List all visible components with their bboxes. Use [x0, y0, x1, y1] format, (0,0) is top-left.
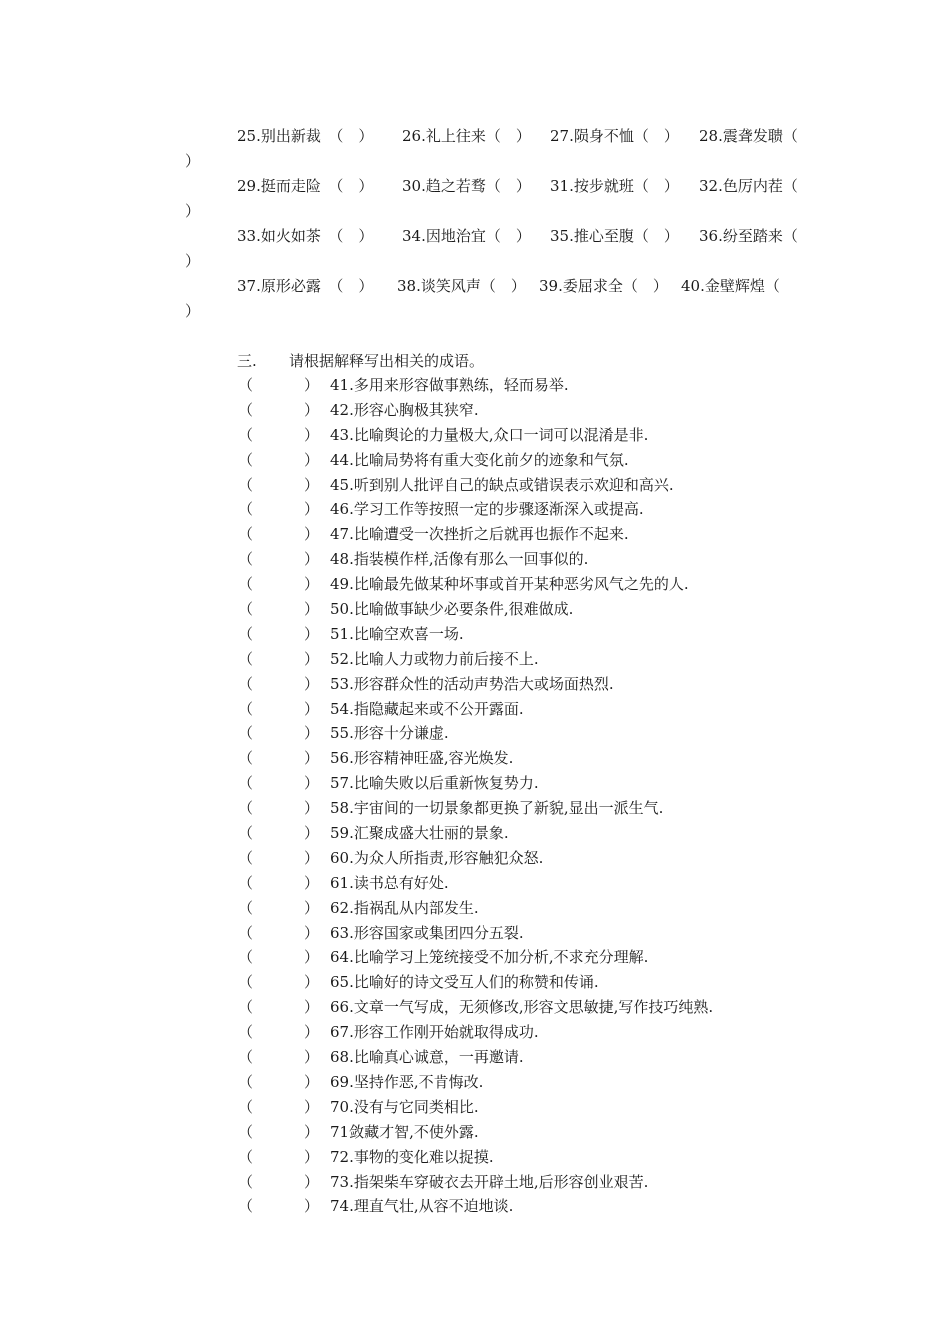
definition-text: 71敛藏才智,不使外露.	[330, 1122, 479, 1141]
definition-text: 45.听到别人批评自己的缺点或错误表示欢迎和高兴.	[330, 475, 674, 494]
definition-text: 50.比喻做事缺少必要条件,很难做成.	[330, 600, 574, 619]
answer-blank-close: ）	[304, 699, 320, 718]
definition-text: 56.形容精神旺盛,容光焕发.	[330, 749, 514, 768]
definition-row	[238, 1021, 878, 1046]
idiom-item: 35.推心至腹（ ）	[550, 227, 679, 245]
answer-blank-close: ）	[304, 1072, 320, 1091]
answer-blank-open: （	[238, 500, 254, 519]
answer-blank-open: （	[238, 376, 254, 394]
definition-row	[238, 474, 878, 499]
answer-blank-close: ）	[304, 824, 320, 843]
answer-blank-close: ）	[304, 799, 320, 818]
section-instruction: 请根据解释写出相关的成语。	[289, 352, 485, 370]
answer-blank-open: （	[238, 898, 254, 917]
definition-row	[238, 523, 878, 548]
answer-blank-open: （	[238, 948, 254, 967]
answer-blank-open: （	[238, 848, 254, 867]
answer-blank-close: ）	[304, 1197, 320, 1216]
definition-text: 52.比喻人力或物力前后接不上.	[330, 649, 539, 668]
answer-blank-open: （	[238, 1147, 254, 1166]
definition-text: 70.没有与它同类相比.	[330, 1097, 479, 1116]
definition-row	[238, 573, 878, 598]
definition-text: 42.形容心胸极其狭窄.	[330, 400, 479, 419]
definition-row	[238, 698, 878, 723]
answer-blank-close: ）	[304, 575, 320, 594]
definition-row	[238, 847, 878, 872]
idiom-item: 25.别出新裁 （ ）	[237, 127, 374, 145]
answer-blank-open: （	[238, 973, 254, 992]
answer-blank-close: ）	[304, 948, 320, 967]
definition-text: 53.形容群众性的活动声势浩大或场面热烈.	[330, 674, 614, 693]
wrapped-paren: ）	[185, 202, 201, 220]
answer-blank-open: （	[238, 649, 254, 668]
definition-text: 58.宇宙间的一切景象都更换了新貌,显出一派生气.	[330, 799, 664, 818]
definition-row	[238, 673, 878, 698]
idiom-item: 27.陨身不恤（ ）	[550, 127, 679, 145]
answer-blank-close: ）	[304, 649, 320, 668]
wrapped-paren: ）	[185, 302, 201, 320]
definition-row	[238, 1146, 878, 1171]
definition-row	[238, 424, 878, 449]
idiom-item: 31.按步就班（ ）	[550, 177, 679, 195]
definition-row	[238, 648, 878, 673]
answer-blank-close: ）	[304, 425, 320, 444]
definition-row	[238, 548, 878, 573]
answer-blank-close: ）	[304, 724, 320, 743]
definition-text: 43.比喻舆论的力量极大,众口一词可以混淆是非.	[330, 425, 649, 444]
definition-text: 60.为众人所指责,形容触犯众怒.	[330, 848, 544, 867]
answer-blank-close: ）	[304, 674, 320, 693]
answer-blank-close: ）	[304, 525, 320, 544]
definition-text: 73.指架柴车穿破衣去开辟土地,后形容创业艰苦.	[330, 1172, 649, 1191]
definition-text: 54.指隐藏起来或不公开露面.	[330, 699, 524, 718]
idiom-item: 38.谈笑风声（ ）	[397, 277, 526, 295]
answer-blank-open: （	[238, 774, 254, 793]
answer-blank-open: （	[238, 624, 254, 643]
answer-blank-close: ）	[304, 923, 320, 942]
idiom-item: 29.挺而走险 （ ）	[237, 177, 374, 195]
definition-row	[238, 1195, 878, 1220]
answer-blank-open: （	[238, 475, 254, 494]
definition-list	[238, 374, 878, 1220]
definition-text: 41.多用来形容做事熟练，轻而易举.	[330, 376, 569, 394]
answer-blank-open: （	[238, 1122, 254, 1141]
definition-row	[238, 1096, 878, 1121]
definition-row	[238, 747, 878, 772]
definition-text: 49.比喻最先做某种坏事或首开某种恶劣风气之先的人.	[330, 575, 689, 594]
answer-blank-open: （	[238, 425, 254, 444]
idiom-item: 39.委屈求全（ ）	[539, 277, 668, 295]
definition-row	[238, 946, 878, 971]
section-heading	[237, 350, 484, 372]
answer-blank-close: ）	[304, 500, 320, 519]
idiom-item: 36.纷至踏来（	[699, 227, 798, 245]
answer-blank-close: ）	[304, 1172, 320, 1191]
definition-text: 47.比喻遭受一次挫折之后就再也振作不起来.	[330, 525, 629, 544]
answer-blank-open: （	[238, 1023, 254, 1042]
answer-blank-open: （	[238, 1072, 254, 1091]
answer-blank-open: （	[238, 575, 254, 594]
definition-text: 67.形容工作刚开始就取得成功.	[330, 1023, 539, 1042]
definition-row	[238, 598, 878, 623]
answer-blank-close: ）	[304, 1122, 320, 1141]
definition-row	[238, 872, 878, 897]
definition-row	[238, 971, 878, 996]
answer-blank-close: ）	[304, 749, 320, 768]
definition-text: 46.学习工作等按照一定的步骤逐渐深入或提高.	[330, 500, 644, 519]
idiom-item: 33.如火如茶 （ ）	[237, 227, 374, 245]
answer-blank-open: （	[238, 998, 254, 1017]
answer-blank-open: （	[238, 724, 254, 743]
idiom-item: 37.原形必露 （ ）	[237, 277, 374, 295]
definition-text: 63.形容国家或集团四分五裂.	[330, 923, 524, 942]
section-number: 三.	[237, 352, 257, 370]
definition-text: 57.比喻失败以后重新恢复势力.	[330, 774, 539, 793]
answer-blank-close: ）	[304, 400, 320, 419]
answer-blank-close: ）	[304, 1097, 320, 1116]
definition-text: 48.指装模作样,活像有那么一回事似的.	[330, 550, 589, 569]
definition-text: 65.比喻好的诗文受互人们的称赞和传诵.	[330, 973, 599, 992]
answer-blank-close: ）	[304, 376, 320, 394]
definition-row	[238, 722, 878, 747]
definition-text: 59.汇聚成盛大壮丽的景象.	[330, 824, 509, 843]
definition-row	[238, 1121, 878, 1146]
answer-blank-close: ）	[304, 898, 320, 917]
answer-blank-open: （	[238, 450, 254, 469]
definition-row	[238, 822, 878, 847]
answer-blank-open: （	[238, 699, 254, 718]
answer-blank-close: ）	[304, 600, 320, 619]
definition-text: 66.文章一气写成，无须修改,形容文思敏捷,写作技巧纯熟.	[330, 998, 714, 1017]
definition-row	[238, 1071, 878, 1096]
answer-blank-close: ）	[304, 475, 320, 494]
answer-blank-open: （	[238, 674, 254, 693]
idiom-item: 34.因地治宜（ ）	[402, 227, 531, 245]
definition-row	[238, 797, 878, 822]
definition-text: 61.读书总有好处.	[330, 873, 449, 892]
answer-blank-open: （	[238, 824, 254, 843]
answer-blank-open: （	[238, 1097, 254, 1116]
idiom-item: 26.礼上往来（ ）	[402, 127, 531, 145]
definition-row	[238, 996, 878, 1021]
definition-text: 55.形容十分谦虚.	[330, 724, 449, 743]
definition-text: 74.理直气壮,从容不迫地谈.	[330, 1197, 514, 1216]
definition-row	[238, 922, 878, 947]
definition-text: 68.比喻真心诚意，一再邀请.	[330, 1048, 524, 1067]
definition-row	[238, 897, 878, 922]
wrapped-paren: ）	[185, 152, 201, 170]
definition-row	[238, 623, 878, 648]
answer-blank-open: （	[238, 600, 254, 619]
idiom-item: 32.色厉内茬（	[699, 177, 798, 195]
answer-blank-open: （	[238, 550, 254, 569]
definition-text: 44.比喻局势将有重大变化前夕的迹象和气氛.	[330, 450, 629, 469]
answer-blank-close: ）	[304, 1147, 320, 1166]
answer-blank-open: （	[238, 400, 254, 419]
idiom-item: 30.趋之若骛（ ）	[402, 177, 531, 195]
answer-blank-open: （	[238, 873, 254, 892]
answer-blank-open: （	[238, 923, 254, 942]
idiom-item: 40.金壁辉煌（	[681, 277, 780, 295]
answer-blank-open: （	[238, 1172, 254, 1191]
definition-row	[238, 399, 878, 424]
answer-blank-close: ）	[304, 1048, 320, 1067]
idiom-item: 28.震聋发聩（	[699, 127, 798, 145]
wrapped-paren: ）	[185, 252, 201, 270]
definition-row	[238, 1171, 878, 1196]
answer-blank-close: ）	[304, 873, 320, 892]
answer-blank-close: ）	[304, 450, 320, 469]
answer-blank-close: ）	[304, 848, 320, 867]
answer-blank-close: ）	[304, 624, 320, 643]
answer-blank-open: （	[238, 749, 254, 768]
answer-blank-close: ）	[304, 1023, 320, 1042]
definition-row	[238, 772, 878, 797]
answer-blank-close: ）	[304, 998, 320, 1017]
definition-text: 51.比喻空欢喜一场.	[330, 624, 464, 643]
answer-blank-open: （	[238, 1048, 254, 1067]
answer-blank-open: （	[238, 799, 254, 818]
definition-row	[238, 449, 878, 474]
definition-text: 64.比喻学习上笼统接受不加分析,不求充分理解.	[330, 948, 649, 967]
definition-row	[238, 1046, 878, 1071]
answer-blank-close: ）	[304, 550, 320, 569]
answer-blank-open: （	[238, 525, 254, 544]
definition-row	[238, 498, 878, 523]
definition-text: 62.指祸乱从内部发生.	[330, 898, 479, 917]
definition-text: 69.坚持作恶,不肯悔改.	[330, 1072, 484, 1091]
answer-blank-close: ）	[304, 774, 320, 793]
definition-row	[238, 374, 878, 399]
definition-text: 72.事物的变化难以捉摸.	[330, 1147, 494, 1166]
answer-blank-close: ）	[304, 973, 320, 992]
answer-blank-open: （	[238, 1197, 254, 1216]
